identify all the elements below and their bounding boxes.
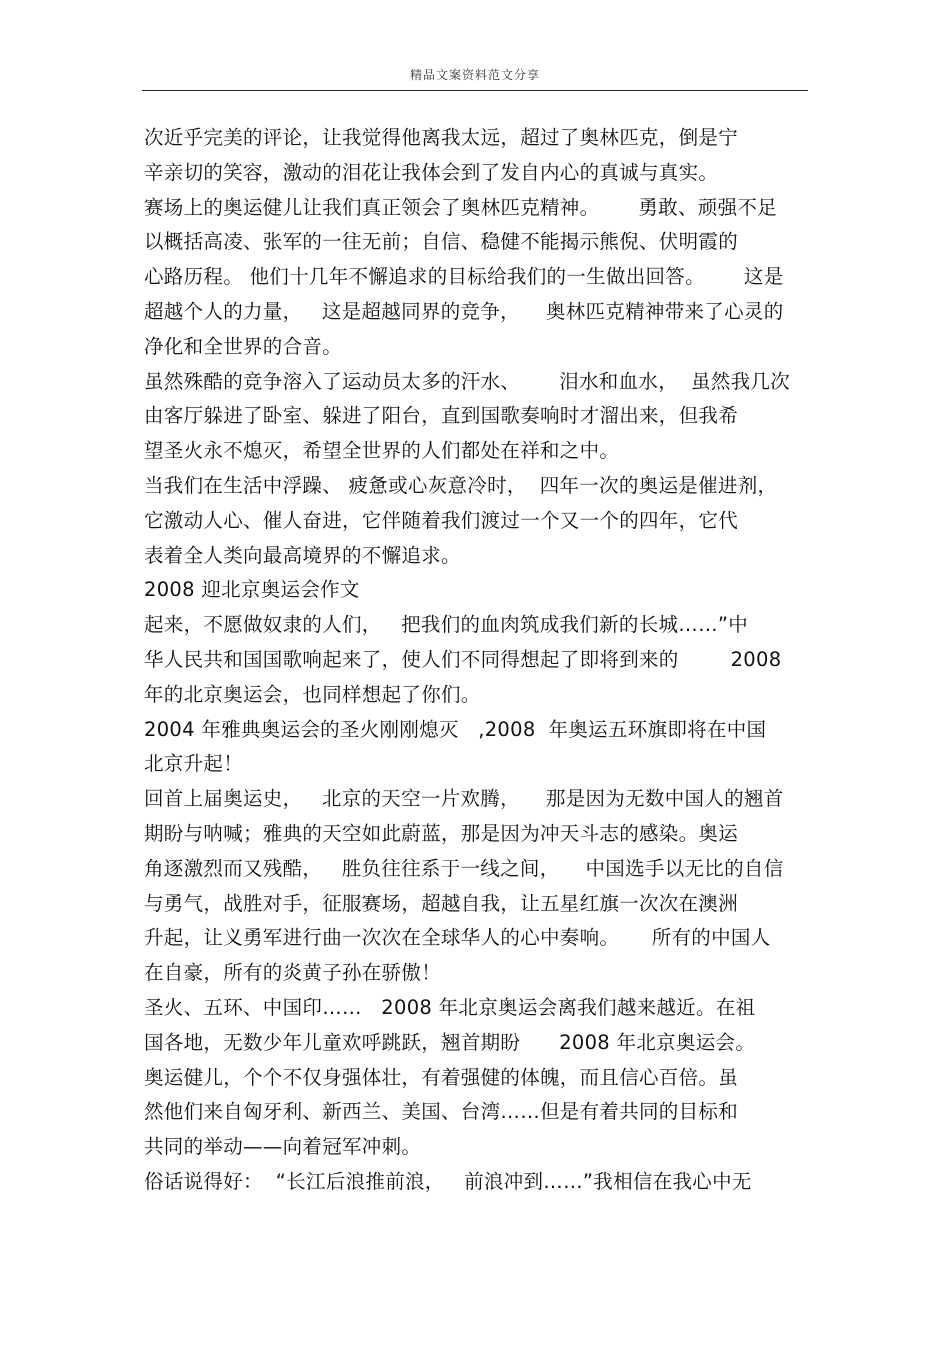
text-line: 辛亲切的笑容，激动的泪花让我体会到了发自内心的真诚与真实。 [144,160,719,184]
text-line: 起来，不愿做奴隶的人们， 把我们的血肉筑成我们新的长城……”中 [144,613,749,637]
text-line: 共同的举动——向着冠军冲刺。 [144,1135,422,1159]
text-line: 它激动人心、催人奋进，它伴随着我们渡过一个又一个的四年，它代 [144,508,739,532]
document-body [144,121,824,1200]
text-line: 回首上届奥运史， 北京的天空一片欢腾， 那是因为无数中国人的翘首 [144,787,784,811]
text-line: 期盼与呐喊；雅典的天空如此蔚蓝，那是因为冲天斗志的感染。奥运 [144,821,739,845]
text-line: 由客厅躲进了卧室、躲进了阳台，直到国歌奏响时才溜出来，但我希 [144,404,739,428]
text-line: 圣火、五环、中国印…… 2008 年北京奥运会离我们越来越近。在祖 [144,995,756,1019]
text-line: 国各地，无数少年儿童欢呼跳跃，翘首期盼 2008 年北京奥运会。 [144,1030,756,1054]
text-line: 超越个人的力量， 这是超越同界的竞争， 奥林匹克精神带来了心灵的 [144,299,784,323]
text-line: 角逐激烈而又残酷， 胜负往往系于一线之间， 中国选手以无比的自信 [144,856,784,880]
text-line: 当我们在生活中浮躁、 疲惫或心灰意冷时， 四年一次的奥运是催进剂， [144,473,778,497]
text-line: 以概括高凌、张军的一往无前；自信、稳健不能揭示熊倪、伏明霞的 [144,230,739,254]
text-line: 表着全人类向最高境界的不懈追求。 [144,543,461,567]
header-divider [142,90,808,91]
section-title: 2008 迎北京奥运会作文 [144,578,360,602]
text-line: 赛场上的奥运健儿让我们真正领会了奥林匹克精神。 勇敢、顽强不足 [144,195,777,219]
text-line: 与勇气，战胜对手，征服赛场，超越自我，让五星红旗一次次在澳洲 [144,891,739,915]
text-line: 次近乎完美的评论，让我觉得他离我太远，超过了奥林匹克，倒是宁 [144,126,739,149]
text-line: 华人民共和国国歌响起来了，使人们不同得想起了即将到来的 2008 [144,647,782,671]
text-line: 俗话说得好： “长江后浪推前浪， 前浪冲到……”我相信在我心中无 [144,1169,752,1193]
text-line: 心路历程。 他们十几年不懈追求的目标给我们的一生做出回答。 这是 [144,265,784,289]
text-line: 在自豪，所有的炎黄子孙在骄傲！ [144,961,442,985]
text-line: 净化和全世界的合音。 [144,334,343,358]
text-line: 虽然殊酷的竞争溶入了运动员太多的汗水、 泪水和血水， 虽然我几次 [144,369,790,393]
text-line: 北京升起！ [144,752,244,776]
text-line: 望圣火永不熄灭，希望全世界的人们都处在祥和之中。 [144,439,620,463]
text-line: 升起，让义勇军进行曲一次次在全球华人的心中奏响。 所有的中国人 [144,926,771,950]
text-line: 2004 年雅典奥运会的圣火刚刚熄灭 ,2008 年奥运五环旗即将在中国 [144,717,767,741]
page-header: 精品文案资料范文分享 [409,68,540,82]
text-line: 年的北京奥运会，也同样想起了你们。 [144,682,481,706]
text-line: 奥运健儿，个个不仅身强体壮，有着强健的体魄，而且信心百倍。虽 [144,1065,739,1089]
text-line: 然他们来自匈牙利、新西兰、美国、台湾……但是有着共同的目标和 [144,1100,739,1124]
